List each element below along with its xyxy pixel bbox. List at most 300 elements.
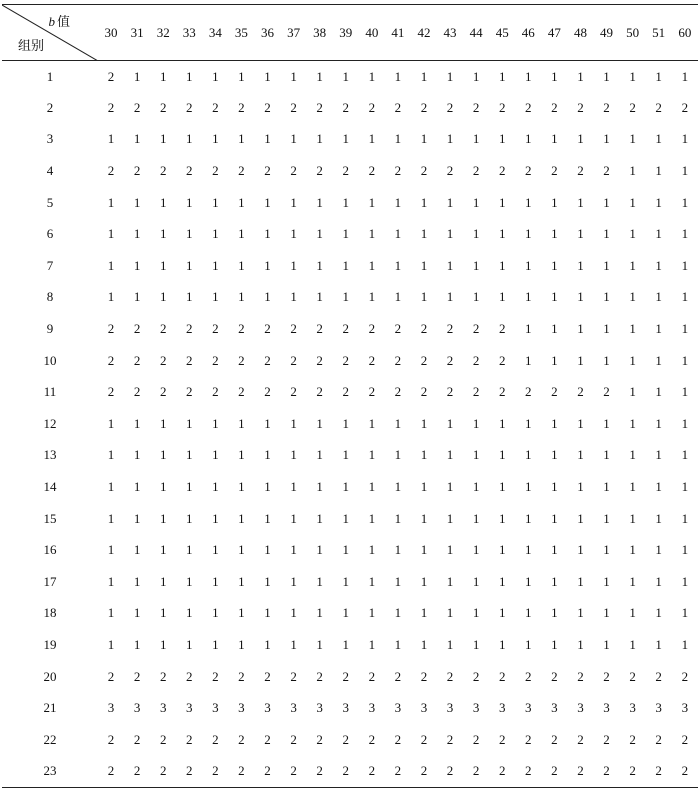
value-cell: 1 [342, 542, 349, 558]
value-cell: 1 [603, 479, 610, 495]
value-cell: 1 [238, 415, 245, 431]
group-label: 12 [43, 415, 57, 431]
value-cell: 1 [525, 542, 532, 558]
value-cell: 1 [498, 479, 506, 495]
column-header: 49 [600, 24, 614, 40]
value-cell: 2 [420, 99, 428, 115]
table-row [2, 124, 698, 156]
value-cell: 1 [629, 415, 636, 431]
value-cell: 1 [681, 415, 689, 431]
value-cell: 1 [238, 542, 245, 558]
value-cell: 1 [525, 68, 532, 84]
value-cell: 1 [133, 542, 141, 558]
value-cell: 2 [577, 163, 584, 179]
value-cell: 1 [212, 479, 219, 495]
value-cell: 1 [107, 131, 115, 147]
column-header: 43 [443, 24, 457, 40]
value-cell: 1 [681, 542, 689, 558]
group-label: 2 [46, 99, 54, 115]
column-header: 39 [339, 24, 353, 40]
table-row [2, 471, 698, 503]
value-cell: 1 [681, 447, 689, 463]
value-cell: 1 [525, 447, 532, 463]
value-cell: 1 [629, 636, 636, 652]
group-label: 3 [46, 131, 54, 147]
table-row [2, 282, 698, 314]
value-cell: 2 [551, 99, 558, 115]
value-cell: 2 [603, 731, 610, 747]
value-cell: 1 [107, 415, 115, 431]
value-cell: 1 [655, 573, 662, 589]
value-cell: 1 [159, 415, 167, 431]
value-cell: 1 [498, 636, 506, 652]
value-cell: 1 [316, 131, 323, 147]
table-row [2, 629, 698, 661]
column-header: 45 [495, 24, 509, 40]
value-cell: 1 [655, 257, 662, 273]
value-cell: 2 [577, 668, 584, 684]
value-cell: 2 [159, 99, 167, 115]
value-cell: 1 [472, 415, 480, 431]
value-cell: 1 [394, 415, 402, 431]
value-cell: 1 [186, 605, 193, 621]
value-cell: 1 [603, 605, 610, 621]
value-cell: 2 [420, 321, 428, 337]
value-cell: 2 [681, 731, 689, 747]
value-cell: 1 [212, 542, 219, 558]
value-cell: 2 [186, 99, 193, 115]
value-cell: 2 [603, 763, 610, 779]
value-cell: 2 [316, 668, 323, 684]
value-cell: 2 [212, 384, 219, 400]
value-cell: 1 [264, 573, 271, 589]
value-cell: 2 [290, 352, 297, 368]
value-cell: 2 [290, 384, 297, 400]
value-cell: 1 [629, 352, 636, 368]
value-cell: 1 [212, 636, 219, 652]
value-cell: 2 [316, 352, 323, 368]
data-table [2, 4, 698, 788]
value-cell: 2 [525, 763, 532, 779]
value-cell: 2 [264, 668, 271, 684]
value-cell: 1 [159, 605, 167, 621]
group-label: 6 [46, 226, 54, 242]
value-cell: 2 [290, 99, 297, 115]
table-row [2, 566, 698, 598]
table-row [2, 155, 698, 187]
value-cell: 1 [264, 131, 271, 147]
value-cell: 1 [420, 636, 428, 652]
value-cell: 1 [107, 226, 115, 242]
value-cell: 2 [655, 99, 662, 115]
value-cell: 2 [264, 731, 271, 747]
group-label: 11 [43, 384, 57, 400]
value-cell: 2 [525, 731, 532, 747]
value-cell: 2 [159, 163, 167, 179]
value-cell: 2 [316, 321, 323, 337]
value-cell: 1 [577, 605, 584, 621]
value-cell: 1 [186, 194, 193, 210]
value-cell: 1 [525, 131, 532, 147]
value-cell: 2 [681, 99, 689, 115]
value-cell: 1 [420, 605, 428, 621]
value-cell: 1 [107, 605, 115, 621]
value-cell: 1 [212, 226, 219, 242]
value-cell: 1 [264, 415, 271, 431]
value-cell: 1 [186, 447, 193, 463]
value-cell: 3 [603, 700, 610, 716]
value-cell: 2 [290, 763, 297, 779]
value-cell: 1 [525, 352, 532, 368]
value-cell: 1 [159, 542, 167, 558]
value-cell: 1 [603, 636, 610, 652]
value-cell: 1 [577, 510, 584, 526]
value-cell: 2 [368, 321, 376, 337]
value-cell: 1 [498, 289, 506, 305]
value-cell: 1 [681, 605, 689, 621]
value-cell: 3 [551, 700, 558, 716]
value-cell: 2 [290, 668, 297, 684]
value-cell: 1 [212, 415, 219, 431]
value-cell: 2 [629, 731, 636, 747]
value-cell: 1 [394, 447, 402, 463]
value-cell: 1 [368, 447, 376, 463]
value-cell: 1 [107, 479, 115, 495]
column-header: 41 [391, 24, 405, 40]
value-cell: 1 [577, 131, 584, 147]
value-cell: 2 [498, 321, 506, 337]
value-cell: 1 [290, 447, 297, 463]
value-cell: 1 [159, 289, 167, 305]
value-cell: 2 [238, 763, 245, 779]
table-row [2, 408, 698, 440]
value-cell: 1 [446, 479, 454, 495]
value-cell: 1 [133, 479, 141, 495]
value-cell: 1 [394, 573, 402, 589]
value-cell: 1 [290, 605, 297, 621]
value-cell: 1 [342, 447, 349, 463]
value-cell: 1 [264, 479, 271, 495]
value-cell: 2 [238, 668, 245, 684]
value-cell: 1 [316, 479, 323, 495]
value-cell: 2 [186, 731, 193, 747]
value-cell: 2 [186, 763, 193, 779]
value-cell: 1 [159, 636, 167, 652]
column-header: 47 [547, 24, 561, 40]
value-cell: 2 [446, 321, 454, 337]
value-cell: 2 [472, 731, 480, 747]
value-cell: 2 [316, 163, 323, 179]
value-cell: 1 [655, 352, 662, 368]
table-row [2, 661, 698, 693]
value-cell: 1 [472, 636, 480, 652]
value-cell: 1 [290, 510, 297, 526]
value-cell: 1 [603, 352, 610, 368]
value-cell: 1 [394, 479, 402, 495]
value-cell: 1 [498, 226, 506, 242]
value-cell: 1 [316, 605, 323, 621]
value-cell: 1 [290, 226, 297, 242]
value-cell: 2 [238, 731, 245, 747]
value-cell: 1 [472, 257, 480, 273]
value-cell: 1 [264, 68, 271, 84]
value-cell: 1 [316, 573, 323, 589]
value-cell: 3 [655, 700, 662, 716]
value-cell: 1 [603, 573, 610, 589]
value-cell: 2 [264, 321, 271, 337]
value-cell: 2 [498, 384, 506, 400]
value-cell: 3 [577, 700, 584, 716]
value-cell: 2 [577, 731, 584, 747]
value-cell: 1 [577, 636, 584, 652]
value-cell: 3 [186, 700, 193, 716]
value-cell: 2 [394, 731, 402, 747]
value-cell: 1 [264, 605, 271, 621]
value-cell: 2 [107, 68, 115, 84]
value-cell: 2 [212, 321, 219, 337]
value-cell: 1 [577, 573, 584, 589]
value-cell: 1 [498, 68, 506, 84]
table-row [2, 503, 698, 535]
value-cell: 2 [186, 668, 193, 684]
value-cell: 2 [264, 384, 271, 400]
column-header: 44 [469, 24, 483, 40]
value-cell: 2 [238, 321, 245, 337]
value-cell: 1 [342, 605, 349, 621]
value-cell: 2 [446, 763, 454, 779]
value-cell: 3 [238, 700, 245, 716]
table-row [2, 756, 698, 788]
value-cell: 1 [603, 542, 610, 558]
value-cell: 1 [133, 194, 141, 210]
value-cell: 2 [133, 384, 141, 400]
group-label: 22 [43, 731, 57, 747]
value-cell: 1 [342, 131, 349, 147]
column-header: 30 [104, 24, 118, 40]
value-cell: 1 [368, 226, 376, 242]
value-cell: 2 [394, 163, 402, 179]
value-cell: 1 [603, 321, 610, 337]
value-cell: 1 [551, 321, 558, 337]
value-cell: 1 [133, 68, 141, 84]
value-cell: 1 [655, 605, 662, 621]
value-cell: 2 [186, 163, 193, 179]
value-cell: 2 [212, 731, 219, 747]
column-header: 46 [521, 24, 535, 40]
group-label: 15 [43, 510, 57, 526]
value-cell: 1 [681, 194, 689, 210]
value-cell: 1 [629, 163, 636, 179]
value-cell: 1 [186, 289, 193, 305]
value-cell: 1 [446, 573, 454, 589]
value-cell: 1 [525, 479, 532, 495]
value-cell: 1 [420, 289, 428, 305]
group-label: 10 [43, 352, 57, 368]
header-row [2, 5, 698, 61]
value-cell: 3 [525, 700, 532, 716]
value-cell: 1 [655, 289, 662, 305]
value-cell: 2 [551, 763, 558, 779]
value-cell: 1 [264, 542, 271, 558]
value-cell: 1 [629, 131, 636, 147]
value-cell: 1 [603, 415, 610, 431]
value-cell: 2 [264, 352, 271, 368]
value-cell: 1 [446, 415, 454, 431]
value-cell: 1 [629, 321, 636, 337]
value-cell: 1 [212, 510, 219, 526]
value-cell: 1 [603, 226, 610, 242]
value-cell: 1 [655, 636, 662, 652]
value-cell: 1 [577, 194, 584, 210]
table-row [2, 92, 698, 124]
value-cell: 1 [446, 542, 454, 558]
value-cell: 1 [655, 479, 662, 495]
value-cell: 1 [368, 415, 376, 431]
value-cell: 1 [629, 605, 636, 621]
value-cell: 1 [238, 131, 245, 147]
value-cell: 2 [498, 163, 506, 179]
value-cell: 1 [681, 321, 689, 337]
value-cell: 1 [577, 257, 584, 273]
value-cell: 1 [551, 415, 558, 431]
value-cell: 1 [681, 257, 689, 273]
value-cell: 1 [629, 289, 636, 305]
value-cell: 1 [212, 68, 219, 84]
value-cell: 1 [577, 415, 584, 431]
value-cell: 2 [498, 352, 506, 368]
value-cell: 1 [551, 352, 558, 368]
value-cell: 1 [159, 226, 167, 242]
value-cell: 3 [212, 700, 219, 716]
group-label: 7 [46, 257, 54, 273]
value-cell: 1 [316, 447, 323, 463]
value-cell: 2 [368, 763, 376, 779]
value-cell: 2 [107, 763, 115, 779]
value-cell: 1 [133, 573, 141, 589]
value-cell: 1 [603, 194, 610, 210]
value-cell: 1 [629, 447, 636, 463]
value-cell: 1 [655, 542, 662, 558]
value-cell: 2 [394, 384, 402, 400]
value-cell: 1 [107, 573, 115, 589]
value-cell: 2 [133, 731, 141, 747]
value-cell: 1 [238, 289, 245, 305]
value-cell: 2 [342, 163, 349, 179]
value-cell: 1 [681, 510, 689, 526]
value-cell: 2 [681, 668, 689, 684]
value-cell: 3 [159, 700, 167, 716]
value-cell: 2 [577, 384, 584, 400]
value-cell: 2 [212, 352, 219, 368]
value-cell: 1 [446, 636, 454, 652]
column-header: 42 [417, 24, 431, 40]
value-cell: 1 [264, 636, 271, 652]
value-cell: 1 [394, 510, 402, 526]
value-cell: 1 [394, 131, 402, 147]
value-cell: 1 [446, 289, 454, 305]
value-cell: 2 [316, 731, 323, 747]
value-cell: 1 [525, 510, 532, 526]
value-cell: 2 [342, 731, 349, 747]
value-cell: 1 [525, 289, 532, 305]
group-label: 21 [43, 700, 57, 716]
value-cell: 3 [394, 700, 402, 716]
value-cell: 1 [107, 289, 115, 305]
value-cell: 2 [290, 321, 297, 337]
value-cell: 2 [368, 731, 376, 747]
value-cell: 1 [394, 226, 402, 242]
value-cell: 1 [264, 226, 271, 242]
value-cell: 1 [551, 542, 558, 558]
value-cell: 1 [186, 68, 193, 84]
value-cell: 1 [394, 542, 402, 558]
value-cell: 1 [420, 257, 428, 273]
value-cell: 1 [655, 163, 662, 179]
value-cell: 2 [655, 668, 662, 684]
value-cell: 1 [655, 68, 662, 84]
value-cell: 2 [629, 763, 636, 779]
value-cell: 1 [394, 289, 402, 305]
value-cell: 2 [525, 163, 532, 179]
value-cell: 1 [420, 542, 428, 558]
column-header: 33 [182, 24, 196, 40]
value-cell: 1 [446, 510, 454, 526]
table-row [2, 187, 698, 219]
value-cell: 1 [420, 194, 428, 210]
value-cell: 1 [525, 257, 532, 273]
value-cell: 1 [446, 605, 454, 621]
value-cell: 2 [368, 384, 376, 400]
value-cell: 1 [551, 194, 558, 210]
value-cell: 1 [498, 605, 506, 621]
value-cell: 2 [342, 668, 349, 684]
corner-header [2, 5, 98, 61]
value-cell: 1 [238, 479, 245, 495]
value-cell: 2 [603, 668, 610, 684]
value-cell: 1 [159, 510, 167, 526]
value-cell: 2 [446, 163, 454, 179]
value-cell: 1 [290, 636, 297, 652]
group-label: 1 [46, 68, 54, 84]
value-cell: 1 [316, 194, 323, 210]
corner-bottom-label: 组别 [18, 38, 45, 53]
value-cell: 1 [603, 447, 610, 463]
value-cell: 1 [472, 447, 480, 463]
value-cell: 3 [264, 700, 271, 716]
value-cell: 1 [525, 415, 532, 431]
value-cell: 1 [107, 510, 115, 526]
value-cell: 2 [472, 668, 480, 684]
value-cell: 1 [186, 542, 193, 558]
value-cell: 1 [603, 68, 610, 84]
value-cell: 1 [107, 542, 115, 558]
value-cell: 1 [238, 510, 245, 526]
value-cell: 2 [655, 763, 662, 779]
value-cell: 1 [472, 542, 480, 558]
value-cell: 1 [525, 573, 532, 589]
value-cell: 3 [629, 700, 636, 716]
value-cell: 1 [681, 289, 689, 305]
value-cell: 1 [551, 510, 558, 526]
value-cell: 1 [342, 636, 349, 652]
value-cell: 1 [551, 226, 558, 242]
value-cell: 1 [446, 194, 454, 210]
value-cell: 1 [551, 131, 558, 147]
value-cell: 1 [577, 352, 584, 368]
value-cell: 3 [342, 700, 349, 716]
value-cell: 1 [498, 257, 506, 273]
value-cell: 1 [212, 257, 219, 273]
